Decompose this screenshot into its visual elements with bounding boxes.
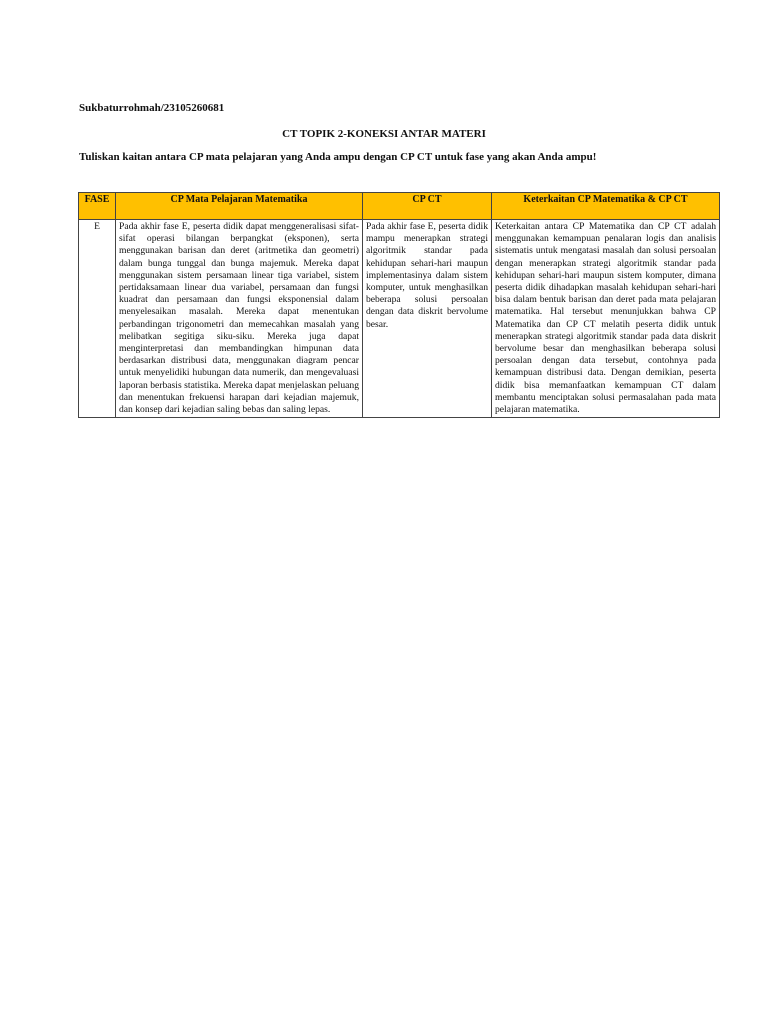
- document-title: CT TOPIK 2-KONEKSI ANTAR MATERI: [282, 128, 486, 140]
- column-header-fase: FASE: [79, 193, 116, 220]
- column-header-keterkaitan: Keterkaitan CP Matematika & CP CT: [492, 193, 720, 220]
- cp-table: [78, 192, 720, 418]
- table-row: [79, 220, 720, 418]
- table-header-row: [79, 193, 720, 220]
- author-line: Sukbaturrohmah/23105260681: [79, 102, 225, 114]
- cell-cp-ct: Pada akhir fase E, peserta didik mampu menerapkan strategi algoritmik standar pada kehidupan sehari-hari maupun implementasinya dalam sistem komputer, untuk menghasilkan beberapa solusi persoalan dengan data diskrit bervolume besar.: [363, 220, 492, 418]
- instruction-text: Tuliskan kaitan antara CP mata pelajaran yang Anda ampu dengan CP CT untuk fase yang akan Anda ampu!: [79, 151, 597, 163]
- column-header-cp-matematika: CP Mata Pelajaran Matematika: [116, 193, 363, 220]
- cell-cp-matematika: Pada akhir fase E, peserta didik dapat menggeneralisasi sifat-sifat operasi bilangan berpangkat (eksponen), serta menggunakan barisan dan deret (aritmetika dan geometri) dalam bunga tunggal dan bunga majemuk. Mereka dapat menggunakan sistem persamaan linear tiga variabel, sistem pertidaksamaan linear dua variabel, persamaan dan fungsi kuadrat dan persamaan dan fungsi eksponensial dalam menyelesaikan masalah. Mereka dapat menentukan perbandingan trigonometri dan memecahkan masalah yang melibatkan segitiga siku-siku. Mereka juga dapat menginterpretasi dan membandingkan himpunan data berdasarkan distribusi data, menggunakan diagram pencar untuk menyelidiki hubungan data numerik, dan mengevaluasi laporan berbasis statistika. Mereka dapat menjelaskan peluang dan menentukan frekuensi harapan dari kejadian majemuk, dan konsep dari kejadian saling bebas dan saling lepas.: [116, 220, 363, 418]
- cell-keterkaitan: Keterkaitan antara CP Matematika dan CP CT adalah menggunakan kemampuan penalaran logis dan analisis sistematis untuk mengatasi masalah dan solusi persoalan dengan menerapkan strategi algoritmik standar pada kehidupan sehari-hari maupun sistem komputer, dimana peserta didik dihadapkan masalah kehidupan sehari-hari bisa dalam bentuk barisan dan deret pada mata pelajaran matematika. Hal tersebut menunjukkan bahwa CP Matematika dan CP CT melatih peserta didik untuk menerapkan strategi algoritmik standar pada data diskrit bervolume besar dan menghasilkan beberapa solusi persoalan dengan data tersebut, contohnya pada kemampuan distribusi data. Dengan demikian, peserta didik bisa memanfaatkan kemampuan CT dalam membantu menciptakan solusi permasalahan pada mata pelajaran matematika.: [492, 220, 720, 418]
- cell-fase: E: [79, 220, 116, 418]
- column-header-cp-ct: CP CT: [363, 193, 492, 220]
